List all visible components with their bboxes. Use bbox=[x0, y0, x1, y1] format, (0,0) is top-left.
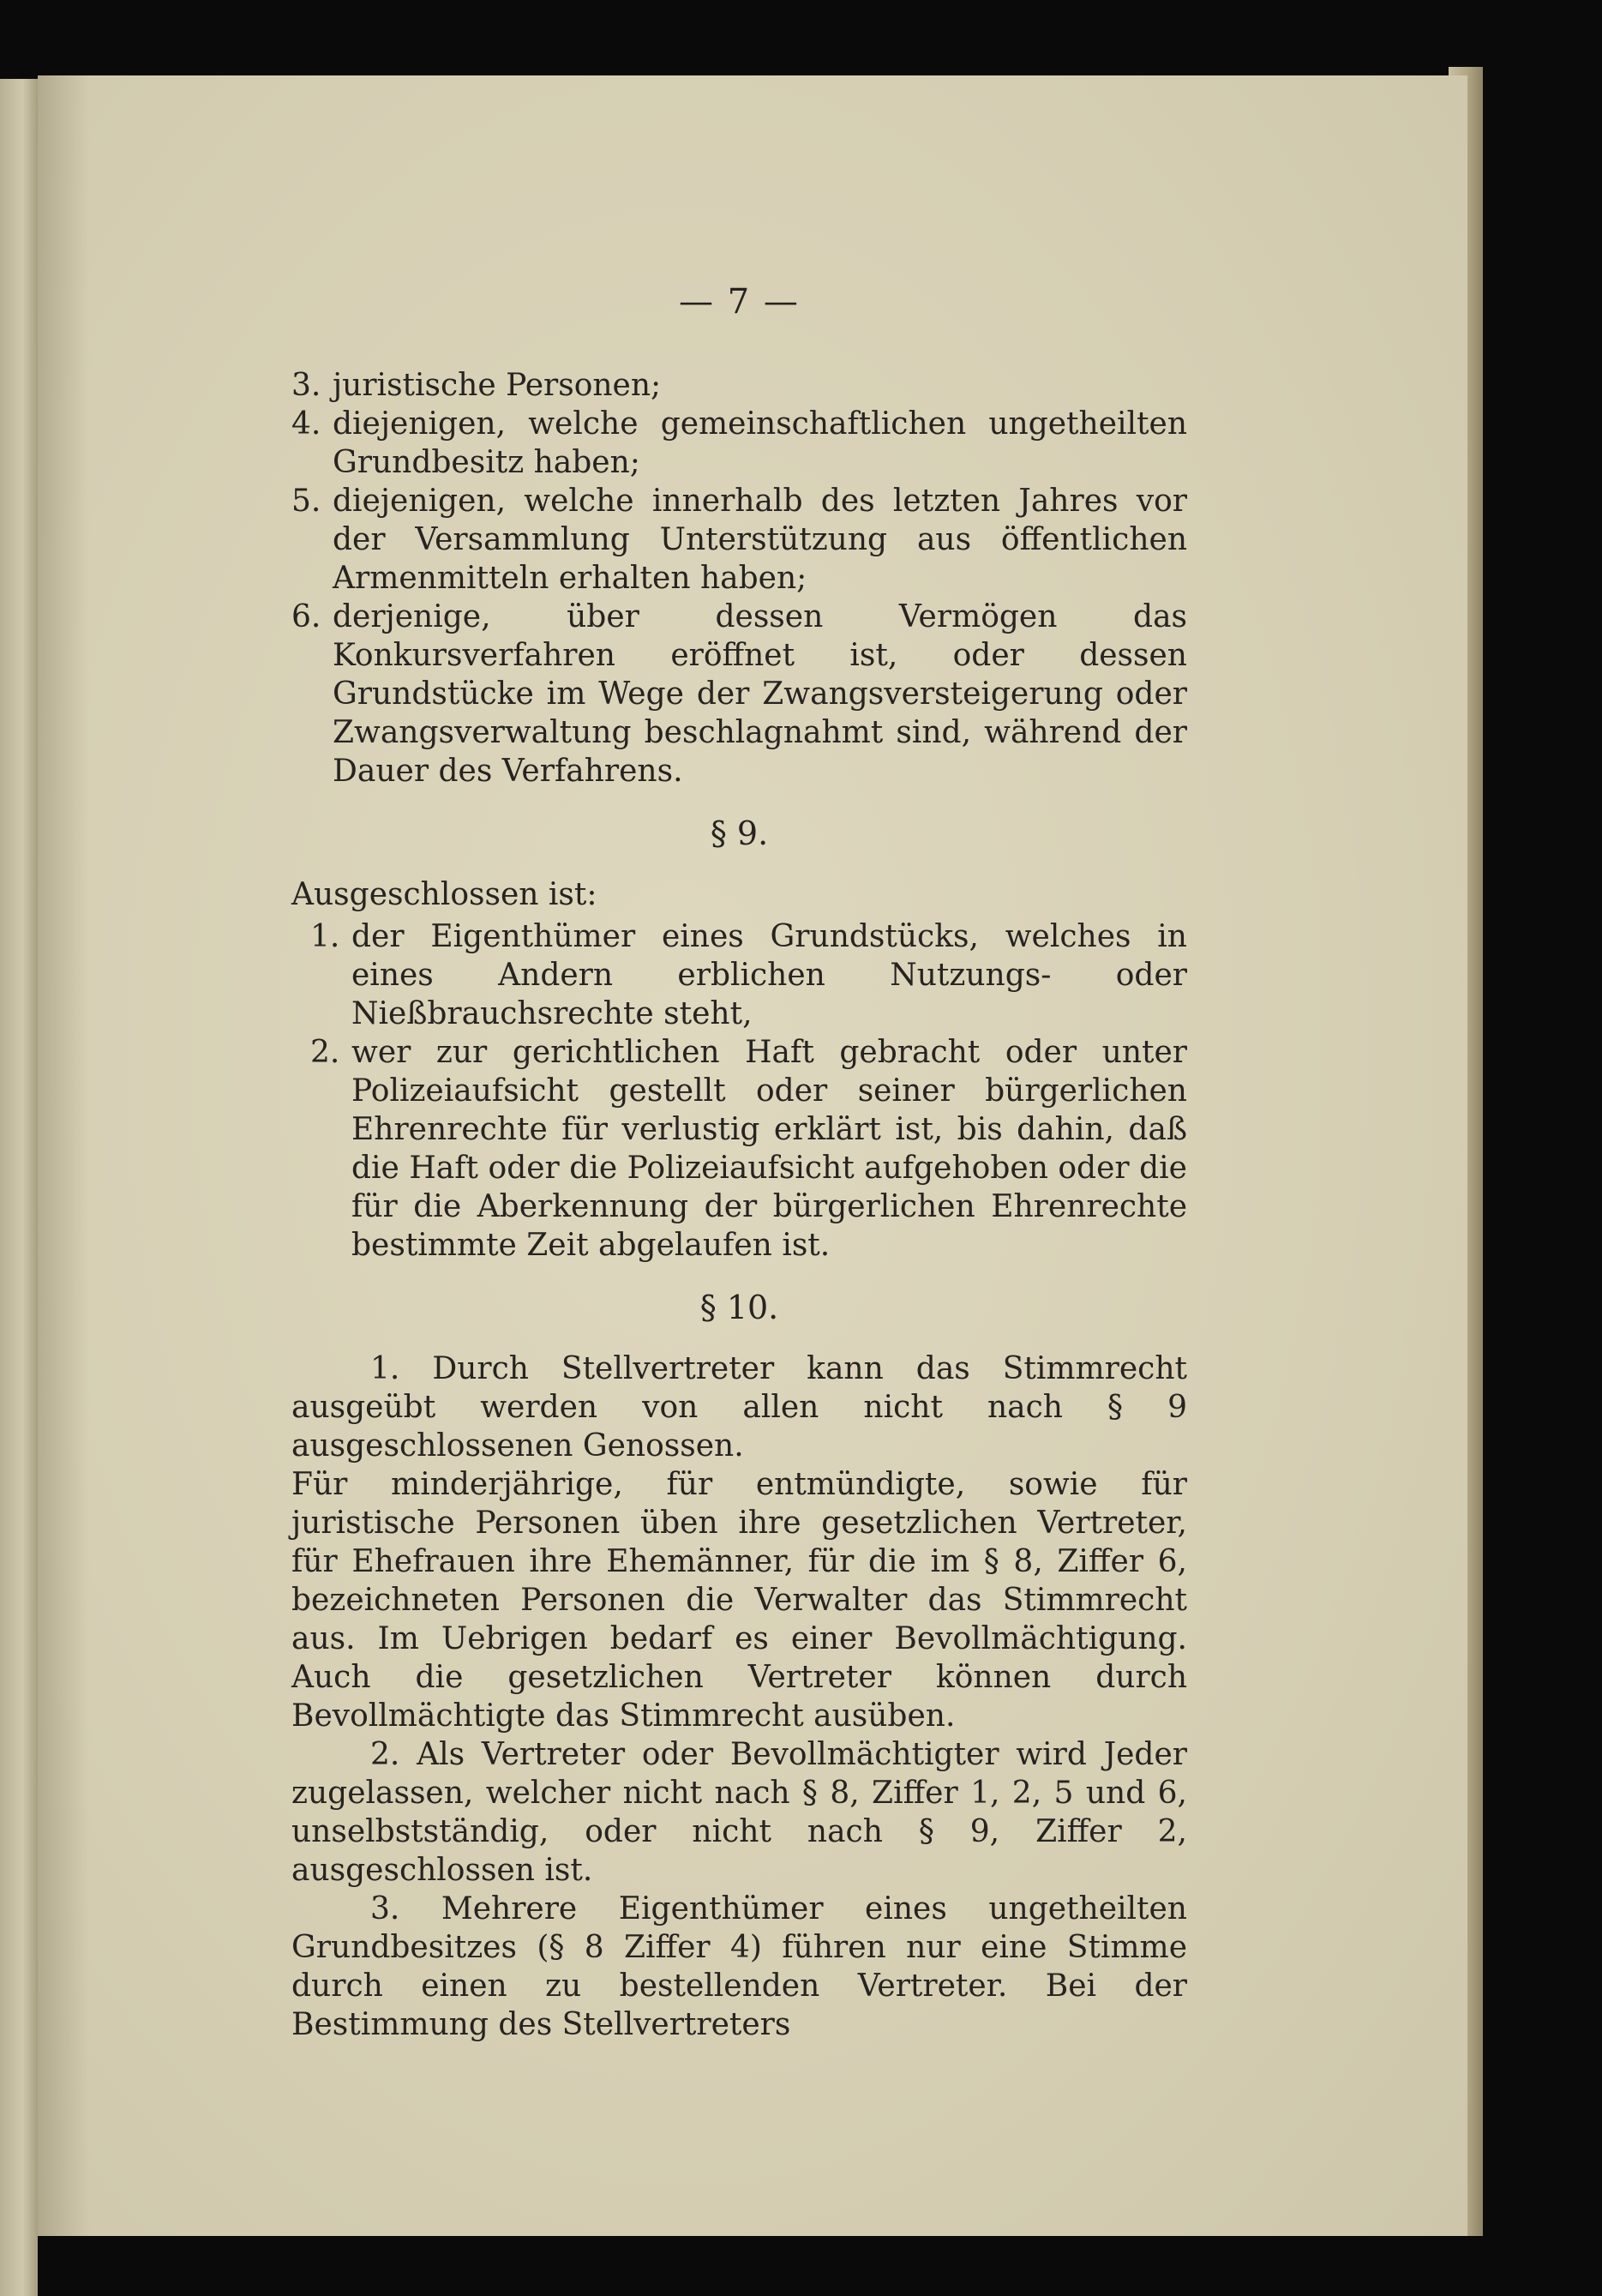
page-number: — 7 — bbox=[679, 282, 800, 322]
list-item: 4. diejenigen, welche gemeinschaftlichen ungetheilten Grundbesitz haben; bbox=[291, 406, 1187, 480]
list-section-8-continued bbox=[291, 366, 1187, 790]
list-item: 3. juristische Personen; bbox=[291, 368, 662, 403]
section-9-heading: § 9. bbox=[710, 814, 769, 852]
list-item: 5. diejenigen, welche innerhalb des letzten Jahres vor der Versammlung Unterstützung aus öffentlichen Armenmitteln erhalten haben; bbox=[291, 484, 1187, 596]
paragraph: Für minderjährige, für entmündigte, sowie für juristische Personen üben ihre gesetzlichen Vertreter, für Ehefrauen ihre Ehemänner, für die im § 8, Ziffer 6, bezeichneten Personen die Verwalter das Stimmrecht aus. Im Uebrigen bedarf es einer Bevollmächtigung. Auch die gesetzlichen Vertreter können durch Bevollmächtigte das Stimmrecht ausüben. bbox=[291, 1467, 1187, 1734]
list-item: 6. derjenige, über dessen Vermögen das Konkursverfahren eröffnet ist, oder dessen Grundstücke im Wege der Zwangsversteigerung oder Zwangsverwaltung beschlagnahmt sind, während der Dauer des Verfahrens. bbox=[291, 599, 1187, 789]
list-item: 1. der Eigenthümer eines Grundstücks, welches in eines Andern erblichen Nutzungs- oder Nießbrauchsrechte steht, bbox=[310, 919, 1187, 1031]
section-9-list bbox=[310, 917, 1187, 1265]
page-gutter-shadow bbox=[38, 75, 89, 2236]
paragraph: 3. Mehrere Eigenthümer eines ungetheilten Grundbesitzes (§ 8 Ziffer 4) führen nur eine Stimme durch einen zu bestellenden Vertreter. Bei der Bestimmung des Stellvertreters bbox=[291, 1891, 1187, 2042]
section-10-heading: § 10. bbox=[699, 1289, 779, 1326]
left-page-edge bbox=[0, 79, 38, 2296]
page-text bbox=[291, 283, 1187, 2044]
paragraph: 1. Durch Stellvertreter kann das Stimmrecht ausgeübt werden von allen nicht nach § 9 ausgeschlossenen Genossen. bbox=[291, 1351, 1187, 1464]
paragraph: 2. Als Vertreter oder Bevollmächtigter wird Jeder zugelassen, welcher nicht nach § 8, Ziffer 1, 2, 5 und 6, unselbstständig, oder nicht nach § 9, Ziffer 2, ausgeschlossen ist. bbox=[291, 1737, 1187, 1888]
list-item: 2. wer zur gerichtlichen Haft gebracht oder unter Polizeiaufsicht gestellt oder seiner bürgerlichen Ehrenrechte für verlustig erklärt ist, bis dahin, daß die Haft oder die Polizeiaufsicht aufgehoben oder die für die Aberkennung der bürgerlichen Ehrenrechte bestimmte Zeit abgelaufen ist. bbox=[310, 1035, 1187, 1263]
section-9-lead: Ausgeschlossen ist: bbox=[291, 877, 597, 912]
